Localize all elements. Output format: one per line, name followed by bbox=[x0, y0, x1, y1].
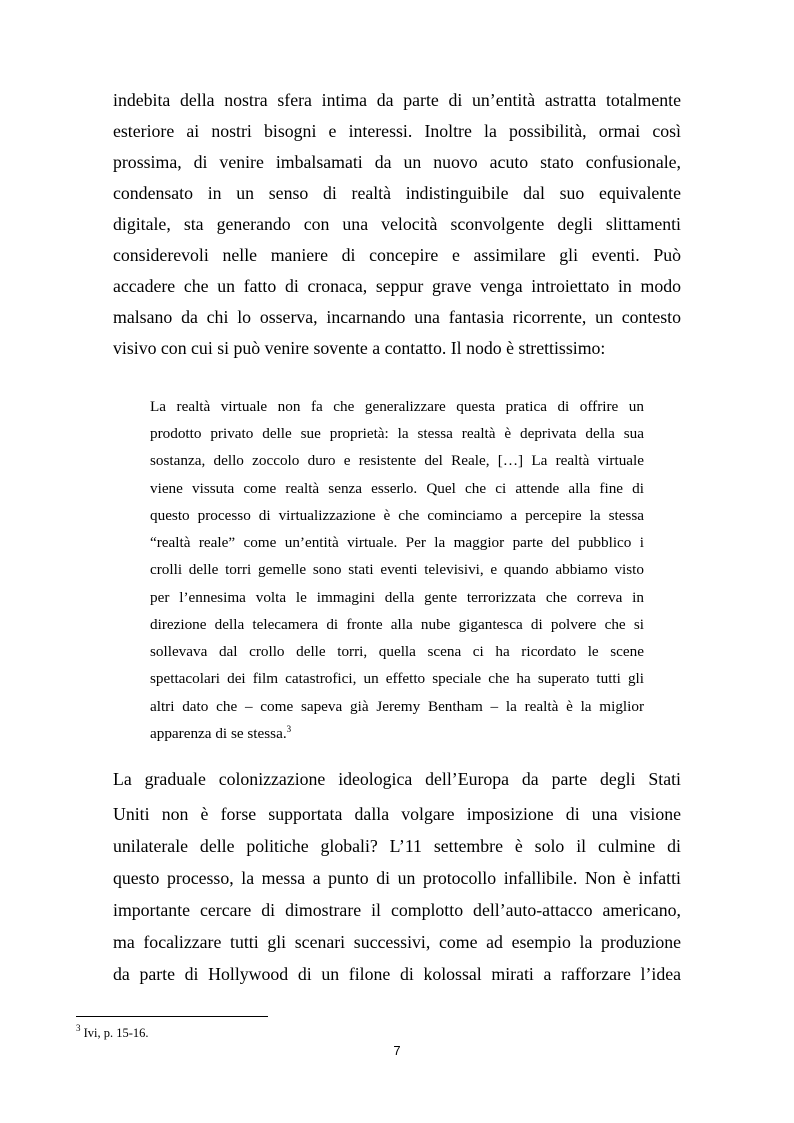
quote-line: viene vissuta come realtà senza esserlo. Quel che ci attende alla fine di bbox=[150, 480, 644, 497]
footnote-text: Ivi, p. 15-16. bbox=[80, 1026, 149, 1040]
quote-line: sollevava dal crollo delle torri, quella scena ci ha ricordato le scene bbox=[150, 643, 644, 660]
quote-line: altri dato che – come sapeva già Jeremy Bentham – la realtà è la miglior bbox=[150, 698, 644, 715]
text-line: prossima, di venire imbalsamati da un nuovo acuto stato confusionale, bbox=[113, 152, 681, 172]
quote-line: per l’ennesima volta le immagini della gente terrorizzata che correva in bbox=[150, 589, 644, 606]
text-line: esteriore ai nostri bisogni e interessi. Inoltre la possibilità, ormai così bbox=[113, 121, 681, 141]
text-line: unilaterale delle politiche globali? L’11 settembre è solo il culmine di bbox=[113, 836, 681, 856]
text-line: importante cercare di dimostrare il complotto dell’auto-attacco americano, bbox=[113, 900, 681, 920]
quote-line: “realtà reale” come un’entità virtuale. Per la maggior parte del pubblico i bbox=[150, 534, 644, 551]
footnote-reference: 3 bbox=[286, 724, 292, 734]
text-line: digitale, sta generando con una velocità sconvolgente degli slittamenti bbox=[113, 214, 681, 234]
text-line: Uniti non è forse supportata dalla volgare imposizione di una visione bbox=[113, 804, 681, 824]
quote-line: sostanza, dello zoccolo duro e resistente del Reale, […] La realtà virtuale bbox=[150, 452, 644, 469]
text-line: condensato in un senso di realtà indistinguibile dal suo equivalente bbox=[113, 183, 681, 203]
quote-line: prodotto privato delle sue proprietà: la stessa realtà è deprivata della sua bbox=[150, 425, 644, 442]
text-line: La graduale colonizzazione ideologica dell’Europa da parte degli Stati bbox=[113, 769, 681, 789]
text-line: ma focalizzare tutti gli scenari successivi, come ad esempio la produzione bbox=[113, 932, 681, 952]
quote-line: direzione della telecamera di fronte alla nube gigantesca di polvere che si bbox=[150, 616, 644, 633]
text-line: visivo con cui si può venire sovente a contatto. Il nodo è strettissimo: bbox=[113, 338, 606, 358]
footnote-separator bbox=[76, 1016, 268, 1017]
quote-line: spettacolari dei film catastrofici, un effetto speciale che ha superato tutti gli bbox=[150, 670, 644, 687]
text-line: malsano da chi lo osserva, incarnando una fantasia ricorrente, un contesto bbox=[113, 307, 681, 327]
text-line: questo processo, la messa a punto di un protocollo infallibile. Non è infatti bbox=[113, 868, 681, 888]
quote-line: crolli delle torri gemelle sono stati eventi televisivi, e quando abbiamo visto bbox=[150, 561, 644, 578]
quote-line: La realtà virtuale non fa che generalizzare questa pratica di offrire un bbox=[150, 398, 644, 415]
page-number: 7 bbox=[393, 1043, 401, 1058]
footnote bbox=[76, 1023, 149, 1041]
quote-line-last bbox=[150, 726, 291, 741]
text-line: considerevoli nelle maniere di concepire e assimilare gli eventi. Può bbox=[113, 245, 681, 265]
text-line: indebita della nostra sfera intima da parte di un’entità astratta totalmente bbox=[113, 90, 681, 110]
text-line: da parte di Hollywood di un filone di kolossal mirati a rafforzare l’idea bbox=[113, 964, 681, 984]
text-line: accadere che un fatto di cronaca, seppur grave venga introiettato in modo bbox=[113, 276, 681, 296]
quote-line: questo processo di virtualizzazione è che cominciamo a percepire la stessa bbox=[150, 507, 644, 524]
quote-text: apparenza di se stessa. bbox=[150, 725, 287, 742]
footnote-number: 3 bbox=[76, 1023, 81, 1033]
